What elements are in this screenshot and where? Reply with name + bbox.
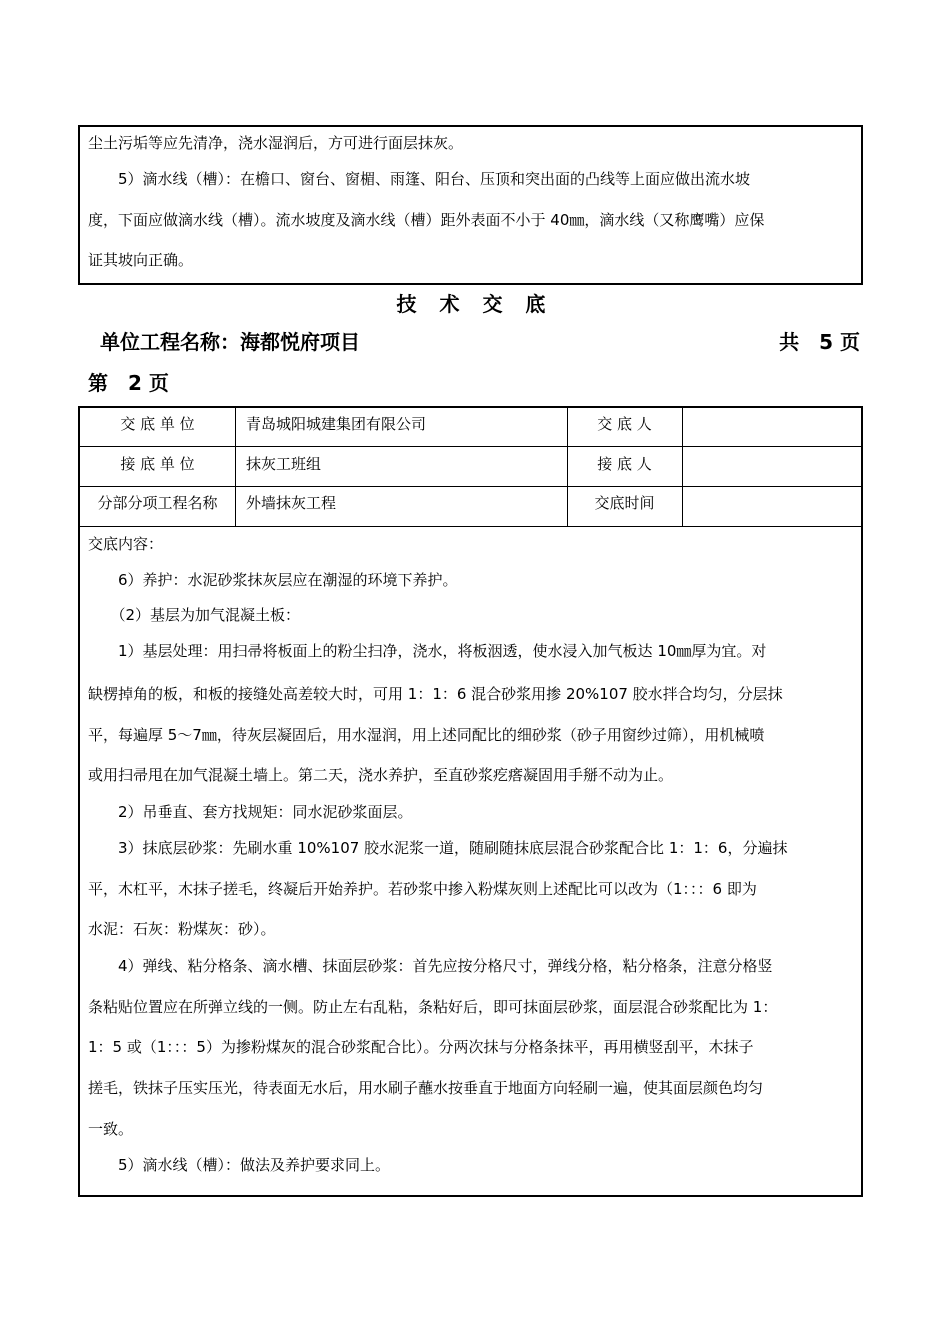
content-line: 4）弹线、粘分格条、滴水槽、抹面层砂浆：首先应按分格尺寸，弹线分格，粘分格条，注意分格竖 bbox=[88, 957, 773, 975]
content-line: （2）基层为加气混凝土板： bbox=[88, 606, 301, 624]
issuer-unit-label: 交 底 单 位 bbox=[120, 415, 195, 433]
row-divider bbox=[80, 486, 861, 487]
content-line: 或用扫帚甩在加气混凝土墙上。第二天，浇水养护，至直砂浆疙瘩凝固用手掰不动为止。 bbox=[88, 766, 674, 784]
disclosure-time-label: 交底时间 bbox=[594, 494, 655, 512]
content-line: 1）基层处理：用扫帚将板面上的粉尘扫净，浇水，将板洇透，使水浸入加气板达 10㎜厚为宜。对 bbox=[88, 642, 767, 660]
content-heading: 交底内容： bbox=[88, 535, 164, 553]
content-line: 一致。 bbox=[88, 1120, 134, 1138]
content-line: 5）滴水线（槽）：做法及养护要求同上。 bbox=[88, 1156, 391, 1174]
content-line: 6）养护：水泥砂浆抹灰层应在潮湿的环境下养护。 bbox=[88, 571, 458, 589]
row-divider bbox=[80, 446, 861, 447]
receiver-person-label: 接 底 人 bbox=[597, 455, 652, 473]
content-line: 平，木杠平，木抹子搓毛，终凝后开始养护。若砂浆中掺入粉煤灰则上述配比可以改为（1：：：6 即为 bbox=[88, 880, 757, 898]
receiver-unit-value: 抹灰工班组 bbox=[246, 455, 322, 473]
col-divider bbox=[682, 408, 683, 526]
document-title: 技 术 交 底 bbox=[396, 292, 554, 316]
prev-line-2: 5）滴水线（槽）：在檐口、窗台、窗楣、雨篷、阳台、压顶和突出面的凸线等上面应做出流水坡 bbox=[88, 170, 751, 188]
disclosure-table bbox=[78, 406, 863, 1197]
prev-line-4: 证其坡向正确。 bbox=[88, 251, 194, 269]
prev-line-3: 度，下面应做滴水线（槽）。流水坡度及滴水线（槽）距外表面不小于 40㎜，滴水线（又称鹰嘴）应保 bbox=[88, 211, 765, 229]
content-line: 3）抹底层砂浆：先刷水重 10%107 胶水泥浆一道，随刷随抹底层混合砂浆配合比 1：1：6，分遍抹 bbox=[88, 839, 788, 857]
content-line: 2）吊垂直、套方找规矩：同水泥砂浆面层。 bbox=[88, 803, 413, 821]
previous-content-box bbox=[78, 125, 863, 285]
issuer-person-label: 交 底 人 bbox=[597, 415, 652, 433]
content-line: 条粘贴位置应在所弹立线的一侧。防止左右乱粘，条粘好后，即可抹面层砂浆，面层混合砂浆配比为 1： bbox=[88, 998, 778, 1016]
content-line: 水泥：石灰：粉煤灰：砂）。 bbox=[88, 920, 276, 938]
content-line: 1：5 或（1：：：5）为掺粉煤灰的混合砂浆配合比）。分两次抹与分格条抹平，再用横竖刮平，木抹子 bbox=[88, 1038, 754, 1056]
col-divider bbox=[235, 408, 236, 526]
receiver-unit-label: 接 底 单 位 bbox=[120, 455, 195, 473]
total-pages: 共 5 页 bbox=[779, 330, 860, 354]
page-number: 第 2 页 bbox=[88, 371, 169, 395]
content-line: 缺楞掉角的板，和板的接缝处高差较大时，可用 1：1：6 混合砂浆用掺 20%107 胶水拌合均匀，分层抹 bbox=[88, 685, 783, 703]
issuer-unit-value: 青岛城阳城建集团有限公司 bbox=[246, 415, 427, 433]
row-divider bbox=[80, 526, 861, 527]
work-item-value: 外墙抹灰工程 bbox=[246, 494, 337, 512]
project-name: 单位工程名称：海都悦府项目 bbox=[100, 330, 360, 354]
prev-line-1: 尘土污垢等应先清净，浇水湿润后，方可进行面层抹灰。 bbox=[88, 134, 464, 152]
content-line: 平，每遍厚 5～7㎜，待灰层凝固后，用水湿润，用上述同配比的细砂浆（砂子用窗纱过筛），用机械喷 bbox=[88, 726, 765, 744]
work-item-label: 分部分项工程名称 bbox=[97, 494, 218, 512]
content-line: 搓毛，铁抹子压实压光，待表面无水后，用水刷子蘸水按垂直于地面方向轻刷一遍，使其面层颜色均匀 bbox=[88, 1079, 764, 1097]
